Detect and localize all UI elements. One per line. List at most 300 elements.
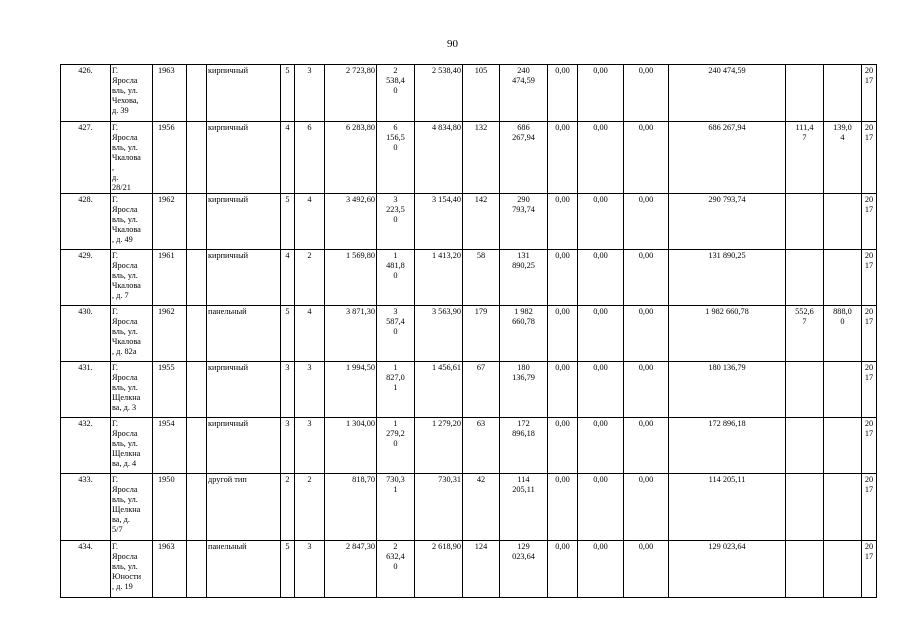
- address-cell: [111, 474, 153, 541]
- empty-cell: [187, 362, 207, 418]
- year-built-cell: [153, 65, 187, 122]
- planned-year-cell: [862, 65, 877, 122]
- row-number: 428.: [61, 194, 111, 250]
- cell-line: 20: [864, 66, 874, 75]
- cell-line: 890,25: [512, 261, 535, 270]
- cell-line: , д. 19: [112, 582, 133, 591]
- empty-cell: [187, 122, 207, 194]
- floors-cell: 4: [281, 250, 295, 306]
- unit-cost-cell: [786, 418, 824, 474]
- funding-owners-cell: 131 890,25: [669, 250, 786, 306]
- planned-year-cell: [862, 122, 877, 194]
- max-unit-cost-cell: [824, 65, 862, 122]
- table-row: [61, 306, 877, 362]
- total-area-cell: 1 569,80: [325, 250, 377, 306]
- table-row: [61, 194, 877, 250]
- cell-line: 660,78: [512, 317, 535, 326]
- cell-line: 793,74: [512, 205, 535, 214]
- cell-line: 0: [393, 271, 398, 280]
- residential-area-cell: 3 563,90: [415, 306, 463, 362]
- funding-regional-cell: 0,00: [578, 194, 624, 250]
- cell-line: Г.: [112, 542, 118, 551]
- funding-local-cell: 0,00: [624, 474, 669, 541]
- funding-regional-cell: 0,00: [578, 362, 624, 418]
- entrances-cell: 3: [295, 418, 325, 474]
- row-number: 427.: [61, 122, 111, 194]
- cell-line: ва, д. 3: [112, 403, 137, 412]
- cell-line: 111,4: [795, 123, 814, 132]
- wall-material-cell: кирпичный: [207, 362, 281, 418]
- planned-year-cell: [862, 362, 877, 418]
- year-built-cell: [153, 122, 187, 194]
- row-number: 433.: [61, 474, 111, 541]
- cell-line: 17: [864, 133, 874, 142]
- cell-line: д.: [112, 173, 119, 182]
- cell-line: 279,2: [386, 429, 405, 438]
- cell-line: 632,4: [386, 552, 405, 561]
- funding-regional-cell: 0,00: [578, 122, 624, 194]
- funding-local-cell: 0,00: [624, 306, 669, 362]
- cell-line: 0: [393, 143, 398, 152]
- cell-line: 7: [802, 133, 807, 142]
- funding-federal-cell: 0,00: [548, 65, 578, 122]
- cell-line: Щелкна: [112, 449, 141, 458]
- cell-line: 17: [864, 205, 874, 214]
- cell-line: Яросла: [112, 485, 138, 494]
- row-number: 430.: [61, 306, 111, 362]
- table-row: [61, 474, 877, 541]
- total-area-cell: 6 283,80: [325, 122, 377, 194]
- wall-material-cell: панельный: [207, 306, 281, 362]
- unit-cost-cell: [786, 194, 824, 250]
- cell-line: 20: [864, 307, 874, 316]
- empty-cell: [187, 306, 207, 362]
- funding-local-cell: 0,00: [624, 418, 669, 474]
- funding-federal-cell: 0,00: [548, 250, 578, 306]
- funding-regional-cell: 0,00: [578, 65, 624, 122]
- cell-line: Г.: [112, 123, 118, 132]
- cell-line: Яросла: [112, 373, 138, 382]
- cell-line: 0: [393, 86, 398, 95]
- cell-line: 20: [864, 363, 874, 372]
- year-built: 1956: [158, 123, 175, 132]
- wall-material-cell: кирпичный: [207, 418, 281, 474]
- cell-line: 5/7: [112, 525, 123, 534]
- residential-area-cell: 1 456,61: [415, 362, 463, 418]
- cell-line: 131: [517, 251, 530, 260]
- cell-line: 20: [864, 195, 874, 204]
- cell-line: 4: [840, 133, 845, 142]
- cost-total-cell: [500, 122, 548, 194]
- entrances-cell: 3: [295, 541, 325, 598]
- funding-federal-cell: 0,00: [548, 194, 578, 250]
- cell-line: 129: [517, 542, 530, 551]
- address-cell: [111, 418, 153, 474]
- empty-cell: [187, 250, 207, 306]
- cell-line: 2: [393, 542, 398, 551]
- cell-line: 17: [864, 373, 874, 382]
- wall-material-cell: другой тип: [207, 474, 281, 541]
- cell-line: Г.: [112, 363, 118, 372]
- floors-cell: 5: [281, 65, 295, 122]
- residents-cell: 179: [463, 306, 500, 362]
- planned-year-cell: [862, 250, 877, 306]
- cell-line: Г.: [112, 419, 118, 428]
- cell-line: 896,18: [512, 429, 535, 438]
- living-area-cell: [377, 362, 415, 418]
- table-row: [61, 362, 877, 418]
- residential-area-cell: 4 834,80: [415, 122, 463, 194]
- year-built-cell: [153, 250, 187, 306]
- year-built: 1954: [158, 419, 175, 428]
- cell-line: вль, ул.: [112, 143, 138, 152]
- address-cell: [111, 65, 153, 122]
- table-row: [61, 65, 877, 122]
- address-cell: [111, 250, 153, 306]
- wall-material-cell: кирпичный: [207, 194, 281, 250]
- cell-line: , д. 7: [112, 291, 129, 300]
- year-built: 1963: [158, 66, 175, 75]
- funding-federal-cell: 0,00: [548, 306, 578, 362]
- cell-line: 474,59: [512, 76, 535, 85]
- cell-line: 0: [393, 327, 398, 336]
- residents-cell: 67: [463, 362, 500, 418]
- cell-line: , д. 82а: [112, 347, 137, 356]
- year-built-cell: [153, 306, 187, 362]
- cell-line: 0: [393, 439, 398, 448]
- cell-line: Яросла: [112, 76, 138, 85]
- living-area-cell: [377, 541, 415, 598]
- cell-line: 156,5: [386, 133, 405, 142]
- funding-regional-cell: 0,00: [578, 250, 624, 306]
- cell-line: вль, ул.: [112, 383, 138, 392]
- cell-line: Яросла: [112, 261, 138, 270]
- funding-regional-cell: 0,00: [578, 306, 624, 362]
- cell-line: Яросла: [112, 429, 138, 438]
- row-number: 429.: [61, 250, 111, 306]
- cell-line: 1 982: [514, 307, 533, 316]
- floors-cell: 5: [281, 541, 295, 598]
- residential-area-cell: 2 618,90: [415, 541, 463, 598]
- cell-line: Чехова,: [112, 96, 139, 105]
- cost-total-cell: [500, 418, 548, 474]
- address-cell: [111, 541, 153, 598]
- cell-line: д. 39: [112, 106, 129, 115]
- cell-line: вль, ул.: [112, 271, 138, 280]
- funding-owners-cell: 686 267,94: [669, 122, 786, 194]
- cell-line: 20: [864, 542, 874, 551]
- year-built: 1955: [158, 363, 175, 372]
- funding-owners-cell: 1 982 660,78: [669, 306, 786, 362]
- planned-year-cell: [862, 541, 877, 598]
- wall-material-cell: кирпичный: [207, 65, 281, 122]
- funding-local-cell: 0,00: [624, 362, 669, 418]
- cell-line: ,: [112, 163, 115, 172]
- living-area-cell: [377, 306, 415, 362]
- cell-line: Яросла: [112, 205, 138, 214]
- cell-line: 17: [864, 76, 874, 85]
- planned-year-cell: [862, 418, 877, 474]
- living-area-cell: [377, 65, 415, 122]
- cell-line: 180: [517, 363, 530, 372]
- funding-federal-cell: 0,00: [548, 541, 578, 598]
- cell-line: 205,11: [512, 485, 535, 494]
- cost-total-cell: [500, 250, 548, 306]
- cell-line: 20: [864, 475, 874, 484]
- cell-line: 1: [393, 419, 398, 428]
- unit-cost-cell: [786, 362, 824, 418]
- living-area-cell: [377, 194, 415, 250]
- address-cell: [111, 194, 153, 250]
- funding-regional-cell: 0,00: [578, 418, 624, 474]
- cell-line: 1: [393, 251, 398, 260]
- entrances-cell: 3: [295, 65, 325, 122]
- cell-line: 888,0: [833, 307, 852, 316]
- cell-line: 20: [864, 123, 874, 132]
- empty-cell: [187, 474, 207, 541]
- cell-line: 267,94: [512, 133, 535, 142]
- max-unit-cost-cell: [824, 306, 862, 362]
- cell-line: 0: [393, 215, 398, 224]
- residents-cell: 132: [463, 122, 500, 194]
- address-cell: [111, 306, 153, 362]
- year-built: 1963: [158, 542, 175, 551]
- cell-line: Щелкна: [112, 505, 141, 514]
- cell-line: Г.: [112, 251, 118, 260]
- wall-material-cell: кирпичный: [207, 250, 281, 306]
- total-area-cell: 2 847,30: [325, 541, 377, 598]
- year-built-cell: [153, 362, 187, 418]
- cell-line: 20: [864, 419, 874, 428]
- cell-line: Г.: [112, 475, 118, 484]
- table-body: [61, 65, 877, 598]
- cost-total-cell: [500, 194, 548, 250]
- cell-line: 0: [840, 317, 845, 326]
- cell-line: 17: [864, 317, 874, 326]
- planned-year-cell: [862, 306, 877, 362]
- unit-cost-cell: [786, 65, 824, 122]
- residents-cell: 105: [463, 65, 500, 122]
- cell-line: Чкалова: [112, 225, 141, 234]
- max-unit-cost-cell: [824, 194, 862, 250]
- cell-line: Г.: [112, 307, 118, 316]
- max-unit-cost-cell: [824, 474, 862, 541]
- empty-cell: [187, 65, 207, 122]
- cell-line: 17: [864, 552, 874, 561]
- cell-line: 6: [393, 123, 398, 132]
- cell-line: 2: [393, 66, 398, 75]
- funding-owners-cell: 172 896,18: [669, 418, 786, 474]
- floors-cell: 4: [281, 122, 295, 194]
- residential-area-cell: 3 154,40: [415, 194, 463, 250]
- cell-line: 17: [864, 261, 874, 270]
- living-area-cell: [377, 122, 415, 194]
- residents-cell: 63: [463, 418, 500, 474]
- max-unit-cost-cell: [824, 418, 862, 474]
- cell-line: 0: [393, 562, 398, 571]
- cell-line: 3: [393, 195, 398, 204]
- year-built: 1961: [158, 251, 175, 260]
- total-area-cell: 3 492,60: [325, 194, 377, 250]
- living-area-cell: [377, 418, 415, 474]
- funding-federal-cell: 0,00: [548, 362, 578, 418]
- cell-line: Яросла: [112, 317, 138, 326]
- cell-line: 730,3: [386, 475, 405, 484]
- cell-line: вль, ул.: [112, 215, 138, 224]
- year-built-cell: [153, 541, 187, 598]
- cost-total-cell: [500, 65, 548, 122]
- row-number: 432.: [61, 418, 111, 474]
- cell-line: ва, д.: [112, 515, 130, 524]
- floors-cell: 3: [281, 362, 295, 418]
- cell-line: 172: [517, 419, 530, 428]
- housing-registry-table: [60, 64, 877, 598]
- cell-line: 552,6: [795, 307, 814, 316]
- year-built-cell: [153, 194, 187, 250]
- address-cell: [111, 122, 153, 194]
- total-area-cell: 1 304,00: [325, 418, 377, 474]
- entrances-cell: 2: [295, 250, 325, 306]
- cost-total-cell: [500, 362, 548, 418]
- funding-owners-cell: 180 136,79: [669, 362, 786, 418]
- entrances-cell: 2: [295, 474, 325, 541]
- entrances-cell: 4: [295, 194, 325, 250]
- cell-line: Щелкна: [112, 393, 141, 402]
- total-area-cell: 1 994,50: [325, 362, 377, 418]
- funding-local-cell: 0,00: [624, 250, 669, 306]
- table-row: [61, 250, 877, 306]
- table-row: [61, 418, 877, 474]
- cell-line: 1: [393, 363, 398, 372]
- year-built: 1950: [158, 475, 175, 484]
- cell-line: Чкалова: [112, 337, 141, 346]
- cell-line: 1: [393, 383, 398, 392]
- row-number: 426.: [61, 65, 111, 122]
- cell-line: Юности: [112, 572, 142, 581]
- funding-local-cell: 0,00: [624, 194, 669, 250]
- cell-line: 686: [517, 123, 530, 132]
- total-area-cell: 818,70: [325, 474, 377, 541]
- floors-cell: 2: [281, 474, 295, 541]
- cell-line: Яросла: [112, 552, 138, 561]
- funding-local-cell: 0,00: [624, 541, 669, 598]
- funding-federal-cell: 0,00: [548, 122, 578, 194]
- cell-line: Чкалова: [112, 153, 141, 162]
- floors-cell: 3: [281, 418, 295, 474]
- cell-line: 114: [517, 475, 530, 484]
- cell-line: 28/21: [112, 183, 131, 192]
- residential-area-cell: 2 538,40: [415, 65, 463, 122]
- floors-cell: 5: [281, 194, 295, 250]
- cell-line: 3: [393, 307, 398, 316]
- funding-owners-cell: 240 474,59: [669, 65, 786, 122]
- total-area-cell: 3 871,30: [325, 306, 377, 362]
- unit-cost-cell: [786, 541, 824, 598]
- max-unit-cost-cell: [824, 541, 862, 598]
- cell-line: вль, ул.: [112, 439, 138, 448]
- funding-federal-cell: 0,00: [548, 418, 578, 474]
- cell-line: вль, ул.: [112, 86, 138, 95]
- address-cell: [111, 362, 153, 418]
- cell-line: 587,4: [386, 317, 405, 326]
- funding-owners-cell: 290 793,74: [669, 194, 786, 250]
- wall-material-cell: кирпичный: [207, 122, 281, 194]
- planned-year-cell: [862, 474, 877, 541]
- funding-local-cell: 0,00: [624, 65, 669, 122]
- max-unit-cost-cell: [824, 250, 862, 306]
- cell-line: вль, ул.: [112, 327, 138, 336]
- cell-line: 17: [864, 429, 874, 438]
- year-built-cell: [153, 418, 187, 474]
- cell-line: 139,0: [833, 123, 852, 132]
- cost-total-cell: [500, 474, 548, 541]
- cell-line: 827,0: [386, 373, 405, 382]
- cost-total-cell: [500, 541, 548, 598]
- entrances-cell: 4: [295, 306, 325, 362]
- cell-line: 1: [393, 485, 398, 494]
- cell-line: вль, ул.: [112, 495, 138, 504]
- cell-line: вль, ул.: [112, 562, 138, 571]
- cell-line: Чкалова: [112, 281, 141, 290]
- funding-federal-cell: 0,00: [548, 474, 578, 541]
- unit-cost-cell: [786, 250, 824, 306]
- row-number: 431.: [61, 362, 111, 418]
- cell-line: 17: [864, 485, 874, 494]
- cell-line: 223,5: [386, 205, 405, 214]
- empty-cell: [187, 541, 207, 598]
- funding-regional-cell: 0,00: [578, 474, 624, 541]
- empty-cell: [187, 194, 207, 250]
- funding-regional-cell: 0,00: [578, 541, 624, 598]
- funding-owners-cell: 129 023,64: [669, 541, 786, 598]
- year-built: 1962: [158, 307, 175, 316]
- cell-line: 538,4: [386, 76, 405, 85]
- wall-material-cell: панельный: [207, 541, 281, 598]
- residents-cell: 58: [463, 250, 500, 306]
- cell-line: 136,79: [512, 373, 535, 382]
- floors-cell: 5: [281, 306, 295, 362]
- residents-cell: 42: [463, 474, 500, 541]
- cell-line: 20: [864, 251, 874, 260]
- funding-owners-cell: 114 205,11: [669, 474, 786, 541]
- cell-line: ва, д. 4: [112, 459, 137, 468]
- living-area-cell: [377, 250, 415, 306]
- table-row: [61, 541, 877, 598]
- cost-total-cell: [500, 306, 548, 362]
- living-area-cell: [377, 474, 415, 541]
- table-row: [61, 122, 877, 194]
- unit-cost-cell: [786, 306, 824, 362]
- planned-year-cell: [862, 194, 877, 250]
- max-unit-cost-cell: [824, 362, 862, 418]
- cell-line: Яросла: [112, 133, 138, 142]
- year-built: 1962: [158, 195, 175, 204]
- residential-area-cell: 1 413,20: [415, 250, 463, 306]
- funding-local-cell: 0,00: [624, 122, 669, 194]
- entrances-cell: 3: [295, 362, 325, 418]
- total-area-cell: 2 723,80: [325, 65, 377, 122]
- entrances-cell: 6: [295, 122, 325, 194]
- unit-cost-cell: [786, 122, 824, 194]
- year-built-cell: [153, 474, 187, 541]
- residents-cell: 124: [463, 541, 500, 598]
- cell-line: 023,64: [512, 552, 535, 561]
- cell-line: Г.: [112, 195, 118, 204]
- cell-line: 240: [517, 66, 530, 75]
- cell-line: 7: [802, 317, 807, 326]
- page-number: 90: [447, 38, 458, 50]
- residential-area-cell: 730,31: [415, 474, 463, 541]
